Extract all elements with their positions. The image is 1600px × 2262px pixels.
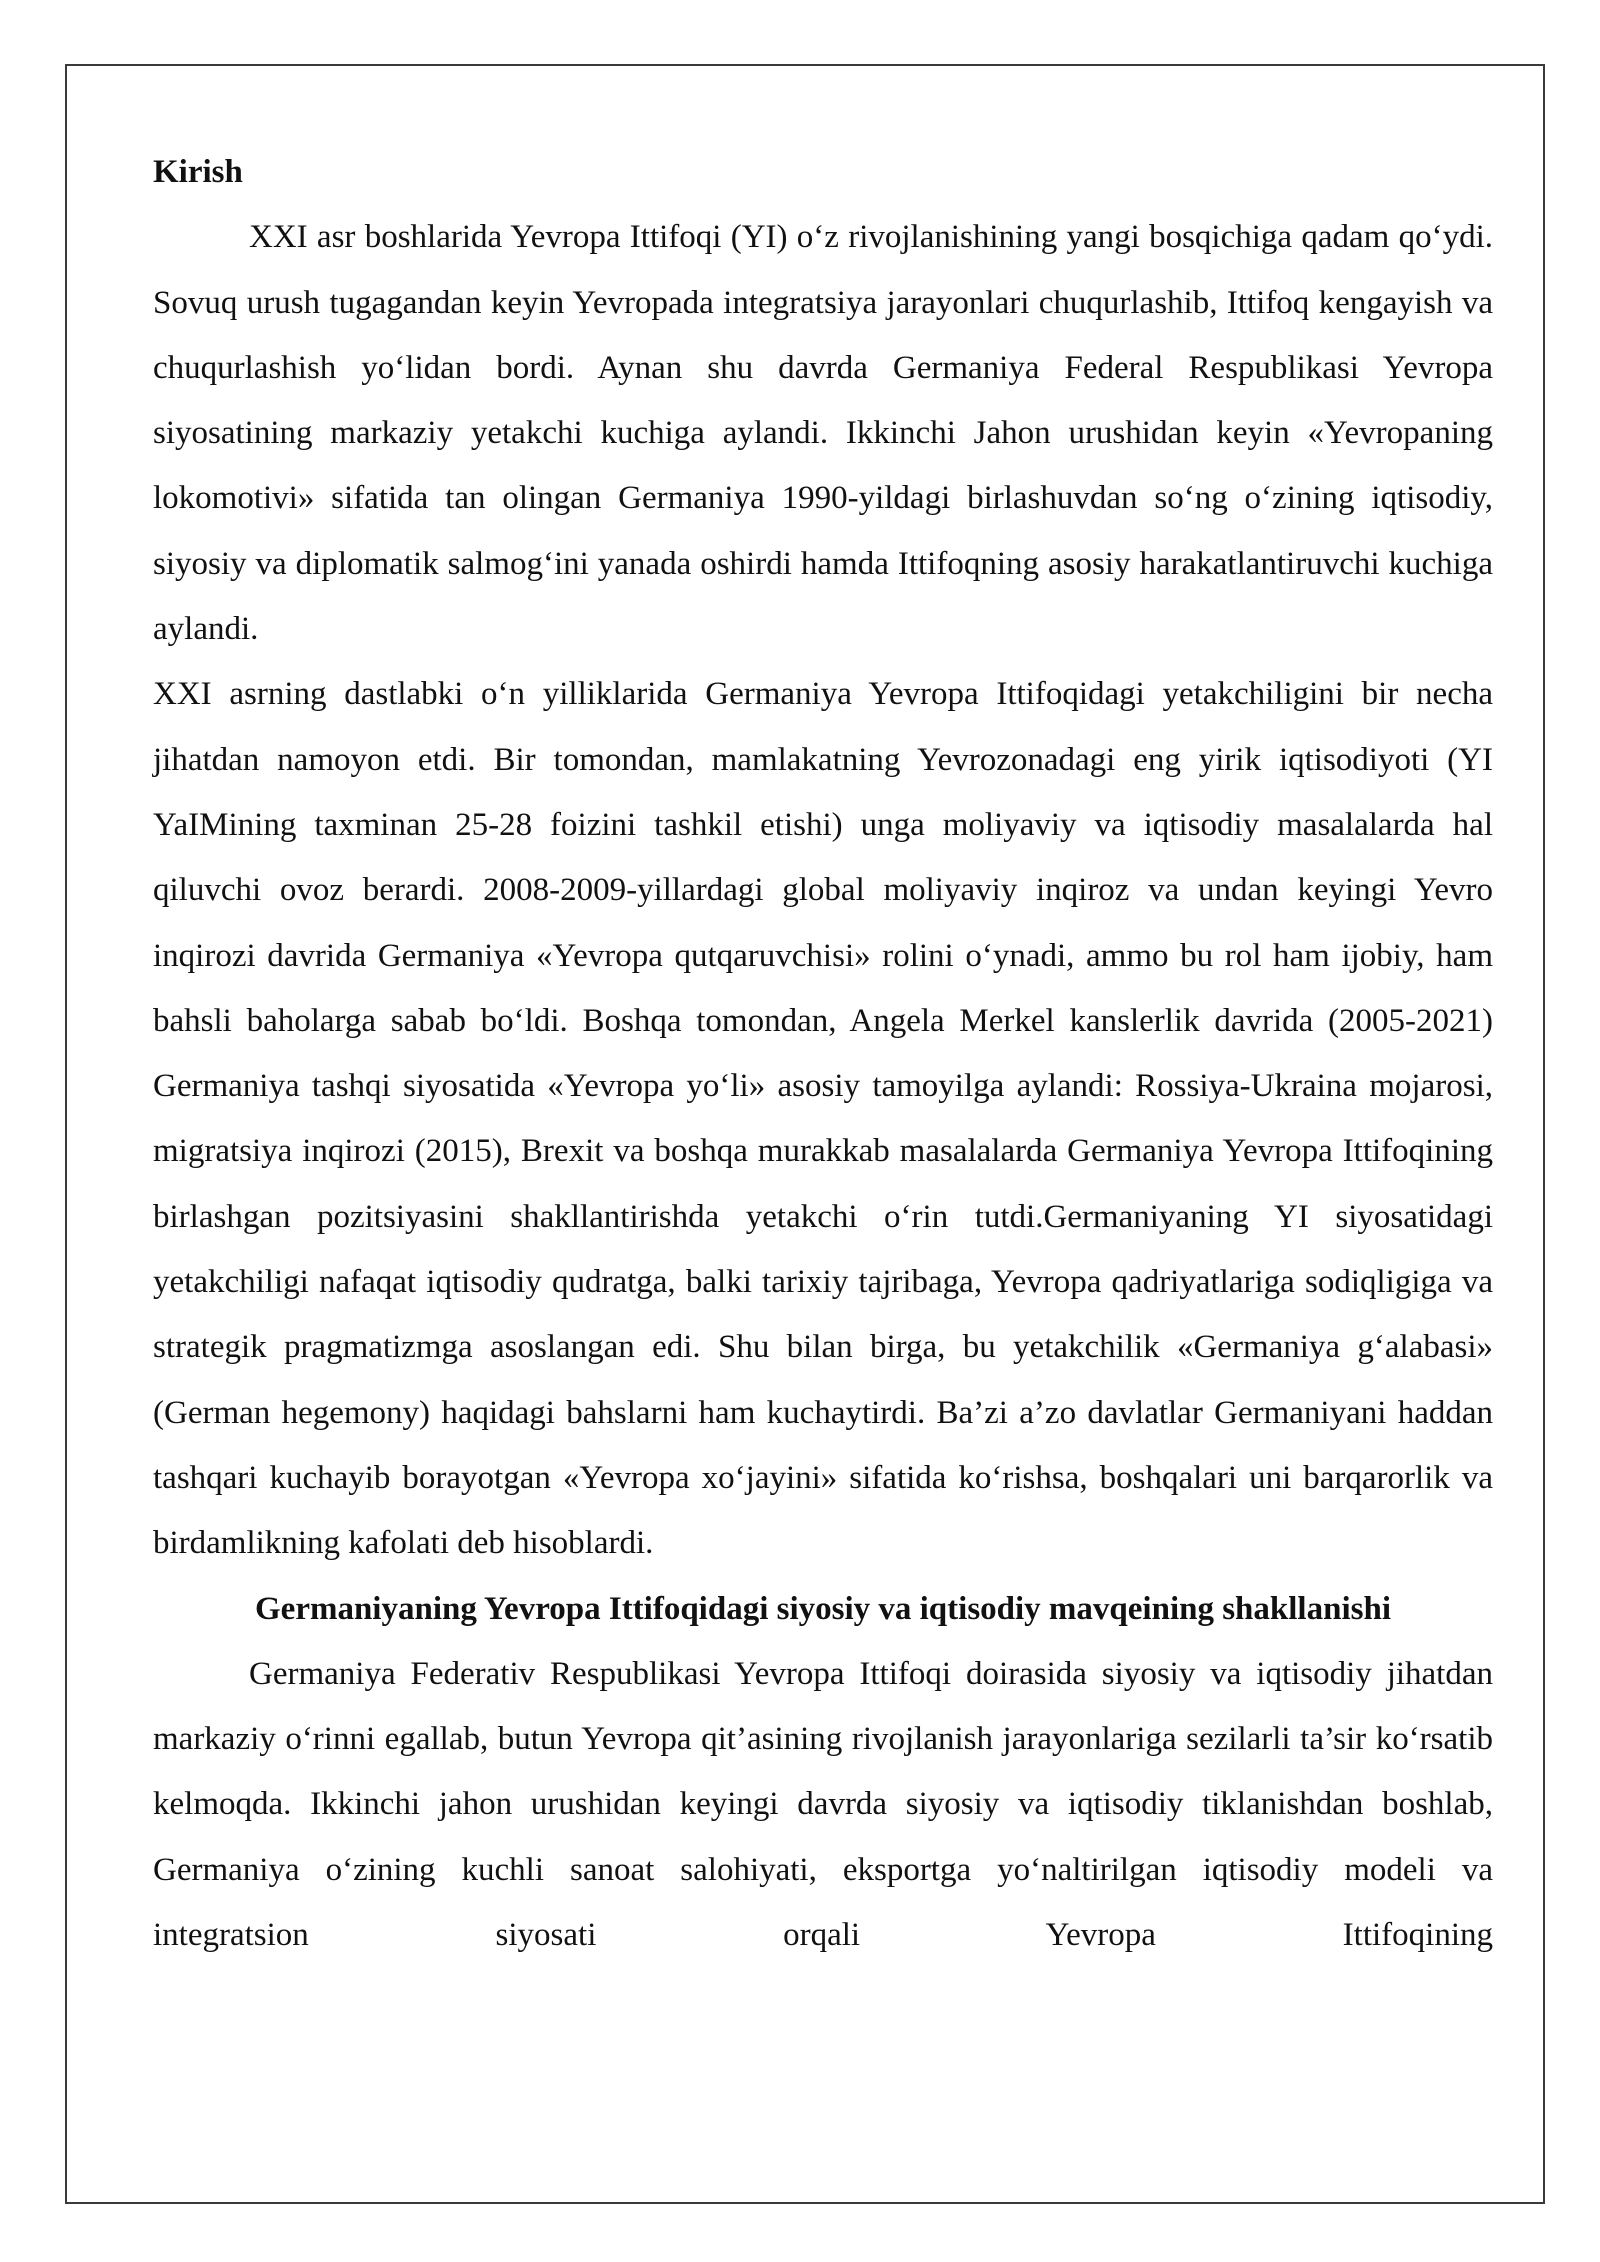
paragraph-leadership: XXI asrning dastlabki o‘n yilliklarida Germaniya Yevropa Ittifoqidagi yetakchiligini bir necha jihatdan namoyon etdi. Bir tomondan, mamlakatning Yevrozonadagi eng yirik iqtisodiyoti (YI YaIMining taxminan 25-28 foizini tashkil etishi) unga moliyaviy va iqtisodiy masalalarda hal qiluvchi ovoz berardi. 2008-2009-yillardagi global moliyaviy inqiroz va undan keyingi Yevro inqirozi davrida Germaniya «Yevropa qutqaruvchisi» rolini o‘ynadi, ammo bu rol ham ijobiy, ham bahsli baholarga sabab bo‘ldi. Boshqa tomondan, Angela Merkel kanslerlik davrida (2005-2021) Germaniya tashqi siyosatida «Yevropa yo‘li» asosiy tamoyilga aylandi: Rossiya-Ukraina mojarosi, migratsiya inqirozi (2015), Brexit va boshqa murakkab masalalarda Germaniya Yevropa Ittifoqining birlashgan pozitsiyasini shakllantirishda yetakchi o‘rin tutdi.Germaniyaning YI siyosatidagi yetakchiligi nafaqat iqtisodiy qudratga, balki tarixiy tajribaga, Yevropa qadriyatlariga sodiqligiga va strategik pragmatizmga asoslangan edi. Shu bilan birga, bu yetakchilik «Germaniya g‘alabasi» (German hegemony) haqidagi bahslarni ham kuchaytirdi. Ba’zi a’zo davlatlar Germaniyani haddan tashqari kuchayib borayotgan «Yevropa xo‘jayini» sifatida ko‘rishsa, boshqalari uni barqarorlik va birdamlikning kafolati deb hisoblardi.	[153, 676, 1493, 1562]
document-body	[153, 140, 1493, 1968]
paragraph-intro: XXI asr boshlarida Yevropa Ittifoqi (YI) o‘z rivojlanishining yangi bosqichiga qadam qo‘ydi. Sovuq urush tugagandan keyin Yevropada integratsiya jarayonlari chuqurlashib, Ittifoq kengayish va chuqurlashish yo‘lidan bordi. Aynan shu davrda Germaniya Federal Respublikasi Yevropa siyosatining markaziy yetakchi kuchiga aylandi. Ikkinchi Jahon urushidan keyin «Yevropaning lokomotivi» sifatida tan olingan Germaniya 1990-yildagi birlashuvdan so‘ng o‘zining iqtisodiy, siyosiy va diplomatik salmog‘ini yanada oshirdi hamda Ittifoqning asosiy harakatlantiruvchi kuchiga aylandi.	[153, 219, 1493, 648]
heading-kirish: Kirish	[153, 154, 243, 190]
section-title: Germaniyaning Yevropa Ittifoqidagi siyosiy va iqtisodiy mavqeining shakllanishi	[255, 1590, 1391, 1627]
paragraph-section: Germaniya Federativ Respublikasi Yevropa Ittifoqi doirasida siyosiy va iqtisodiy jihatdan markaziy o‘rinni egallab, butun Yevropa qit’asining rivojlanish jarayonlariga sezilarli ta’sir ko‘rsatib kelmoqda. Ikkinchi jahon urushidan keyingi davrda siyosiy va iqtisodiy tiklanishdan boshlab, Germaniya o‘zining kuchli sanoat salohiyati, eksportga yo‘naltirilgan iqtisodiy modeli va integratsion siyosati orqali Yevropa Ittifoqining	[153, 1655, 1493, 1954]
